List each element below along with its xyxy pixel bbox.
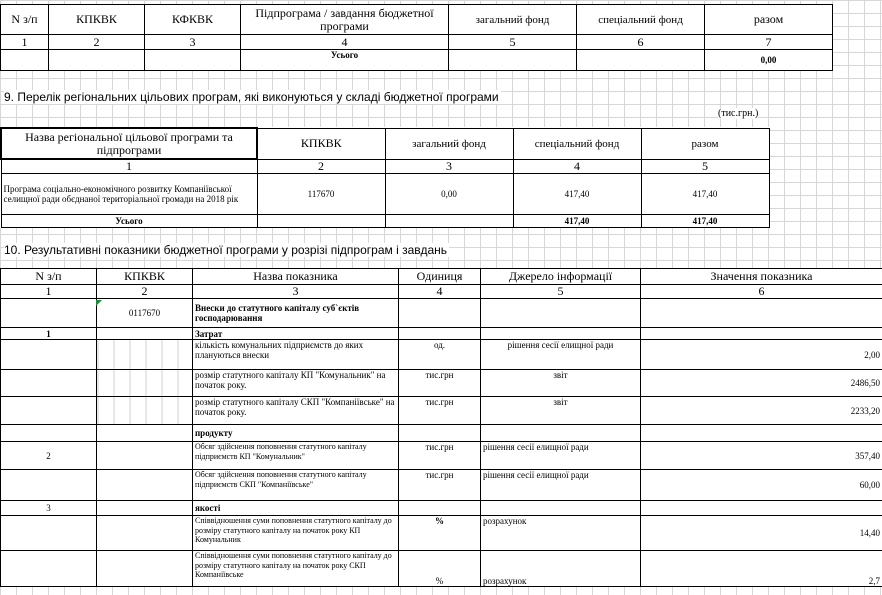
group-label: якості bbox=[193, 501, 399, 516]
indicator-source: звіт bbox=[481, 370, 641, 397]
col-number: 1 bbox=[1, 285, 97, 299]
section-9-title: 9. Перелік регіональних цільових програм, які виконуються у складі бюджетної програми bbox=[4, 90, 499, 104]
group-number: 1 bbox=[1, 328, 97, 340]
indicator-value: 2,00 bbox=[641, 340, 882, 370]
col-number: 6 bbox=[641, 285, 882, 299]
col-number: 2 bbox=[97, 285, 193, 299]
indicator-value: 14,40 bbox=[641, 516, 882, 551]
program-special-fund: 417,40 bbox=[513, 174, 641, 215]
regional-programs-table bbox=[0, 127, 770, 228]
col-number: 5 bbox=[481, 285, 641, 299]
header-subprogram: Підпрограма / завдання бюджетної програми bbox=[241, 5, 449, 35]
header-total: разом bbox=[705, 5, 833, 35]
indicator-source: розрахунок bbox=[481, 516, 641, 551]
total-total: 417,40 bbox=[641, 215, 769, 228]
col-number: 1 bbox=[1, 35, 49, 50]
task-kpkvk[interactable]: 0117670 bbox=[97, 299, 193, 328]
header-indicator-name: Назва показника bbox=[193, 269, 399, 285]
group-label: Затрат bbox=[193, 328, 399, 340]
col-number: 2 bbox=[49, 35, 145, 50]
indicator-value: 60,00 bbox=[641, 470, 882, 501]
indicator-name: Співвідношення суми поповнення статутного капіталу до розміру статутного капіталу на початок року СКП Компаніївське bbox=[193, 551, 399, 587]
indicator-unit: тис.грн bbox=[399, 470, 481, 501]
indicator-name: Обсяг здійснення поповнення статутного капіталу підприємств СКП "Компаніївське" bbox=[193, 470, 399, 501]
program-total: 417,40 bbox=[641, 174, 769, 215]
indicator-value: 2,7 bbox=[641, 551, 882, 587]
header-general-fund: загальний фонд bbox=[449, 5, 577, 35]
group-number: 2 bbox=[1, 442, 97, 470]
indicator-value: 357,40 bbox=[641, 442, 882, 470]
col-number: 2 bbox=[257, 159, 385, 174]
indicator-unit: од. bbox=[399, 340, 481, 370]
section-10-title: 10. Результативні показники бюджетної програми у розрізі підпрограм і завдань bbox=[4, 243, 448, 257]
indicator-unit: % bbox=[399, 516, 481, 551]
indicator-source: рішення сесії елищної ради bbox=[481, 442, 641, 470]
col-number: 5 bbox=[641, 159, 769, 174]
header-unit: Одиниця bbox=[399, 269, 481, 285]
indicator-name: Обсяг здійснення поповнення статутного капіталу підприємств КП "Комунальник" bbox=[193, 442, 399, 470]
header-source: Джерело інформації bbox=[481, 269, 641, 285]
indicator-name: розмір статутного капіталу КП "Комунальник" на початок року. bbox=[193, 370, 399, 397]
program-name: Програма соціально-економічного розвитку Компаніївської селищної ради обєднаної територіальної громади на 2018 рік bbox=[1, 174, 257, 215]
col-number: 3 bbox=[145, 35, 241, 50]
indicator-value: 2233,20 bbox=[641, 397, 882, 425]
indicator-source: розрахунок bbox=[481, 551, 641, 587]
total-special: 417,40 bbox=[513, 215, 641, 228]
group-number: 3 bbox=[1, 501, 97, 516]
indicator-unit: тис.грн bbox=[399, 442, 481, 470]
indicators-table bbox=[0, 268, 882, 587]
program-kpkvk: 117670 bbox=[257, 174, 385, 215]
indicator-unit: тис.грн bbox=[399, 370, 481, 397]
header-num: N з/п bbox=[1, 269, 97, 285]
header-total: разом bbox=[641, 128, 769, 159]
indicator-unit: % bbox=[399, 551, 481, 587]
unit-note: (тис.грн.) bbox=[718, 108, 759, 119]
indicator-unit: тис.грн bbox=[399, 397, 481, 425]
header-kpkvk: КПКВК bbox=[97, 269, 193, 285]
indicator-value: 2486,50 bbox=[641, 370, 882, 397]
header-general-fund: загальний фонд bbox=[385, 128, 513, 159]
header-program-name[interactable]: Назва регіональної цільової програми та підпрограми bbox=[1, 128, 257, 159]
header-special-fund: спеціальний фонд bbox=[513, 128, 641, 159]
col-number: 5 bbox=[449, 35, 577, 50]
indicator-name: розмір статутного капіталу СКП "Компаніївське" на початок року. bbox=[193, 397, 399, 425]
indicator-source: рішення сесії елищної ради bbox=[481, 470, 641, 501]
indicator-name: кількість комунальних підприємств до яких плануються внески bbox=[193, 340, 399, 370]
group-label: продукту bbox=[193, 425, 399, 442]
col-number: 4 bbox=[513, 159, 641, 174]
header-kpkvk: КПКВК bbox=[257, 128, 385, 159]
task-name: Внески до статутного капіталу суб`єктів господарювання bbox=[193, 299, 399, 328]
col-number: 6 bbox=[577, 35, 705, 50]
col-number: 3 bbox=[385, 159, 513, 174]
header-num: N з/п bbox=[1, 5, 49, 35]
indicator-source: звіт bbox=[481, 397, 641, 425]
total-value: 0,00 bbox=[705, 50, 833, 71]
total-label: Усього bbox=[241, 50, 449, 71]
indicator-name: Співвідношення суми поповнення статутного капіталу до розміру статутного капіталу на початок року КП Комунальник bbox=[193, 516, 399, 551]
header-special-fund: спеціальний фонд bbox=[577, 5, 705, 35]
header-kpkvk: КПКВК bbox=[49, 5, 145, 35]
indicator-source: рішення сесії елищної ради bbox=[481, 340, 641, 370]
program-general-fund: 0,00 bbox=[385, 174, 513, 215]
cell-comment-marker bbox=[96, 300, 102, 306]
col-number: 4 bbox=[241, 35, 449, 50]
col-number: 3 bbox=[193, 285, 399, 299]
col-number: 4 bbox=[399, 285, 481, 299]
header-value: Значення показника bbox=[641, 269, 882, 285]
col-number: 1 bbox=[1, 159, 257, 174]
total-label: Усього bbox=[1, 215, 257, 228]
col-number: 7 bbox=[705, 35, 833, 50]
subprogram-table bbox=[0, 4, 833, 71]
header-kfkvk: КФКВК bbox=[145, 5, 241, 35]
